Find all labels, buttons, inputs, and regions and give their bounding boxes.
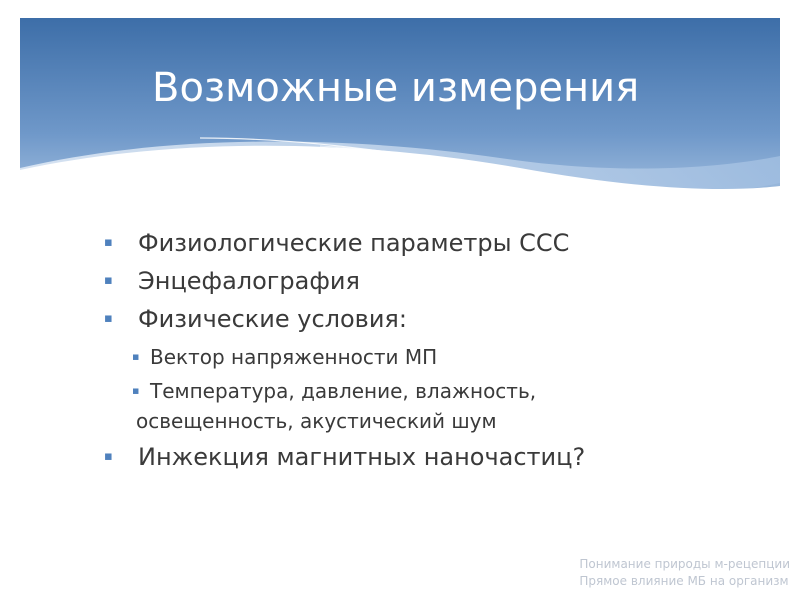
list-item-text: Энцефалография xyxy=(138,267,360,295)
square-bullet-icon: ▪ xyxy=(104,273,113,288)
sub-list-item xyxy=(102,376,742,436)
square-bullet-icon: ▪ xyxy=(104,449,113,464)
sub-list-item-text: Температура, давление, влажность, xyxy=(150,379,537,403)
list-item xyxy=(102,228,742,258)
list-item xyxy=(102,266,742,296)
square-bullet-icon: ▪ xyxy=(104,311,113,326)
footer-line: Понимание природы м-рецепции xyxy=(579,557,790,571)
list-item xyxy=(102,304,742,334)
sub-list-item-text-continued: освещенность, акустический шум xyxy=(136,409,497,433)
list-item xyxy=(102,442,742,472)
list-item-text: Инжекция магнитных наночастиц? xyxy=(138,443,586,471)
square-bullet-icon: ▪ xyxy=(104,235,113,250)
sub-list-item xyxy=(102,342,742,372)
square-bullet-icon: ▪ xyxy=(132,350,140,363)
header-banner xyxy=(20,18,780,228)
square-bullet-icon: ▪ xyxy=(132,384,140,397)
slide-footer xyxy=(579,556,790,590)
list-item-text: Физические условия: xyxy=(138,305,407,333)
footer-line: Прямое влияние МБ на организм xyxy=(579,574,789,588)
list-item-text: Физиологические параметры ССС xyxy=(138,229,570,257)
sub-list-item-text: Вектор напряженности МП xyxy=(150,345,438,369)
bullet-list xyxy=(102,228,742,480)
slide-title: Возможные измерения xyxy=(152,65,640,111)
